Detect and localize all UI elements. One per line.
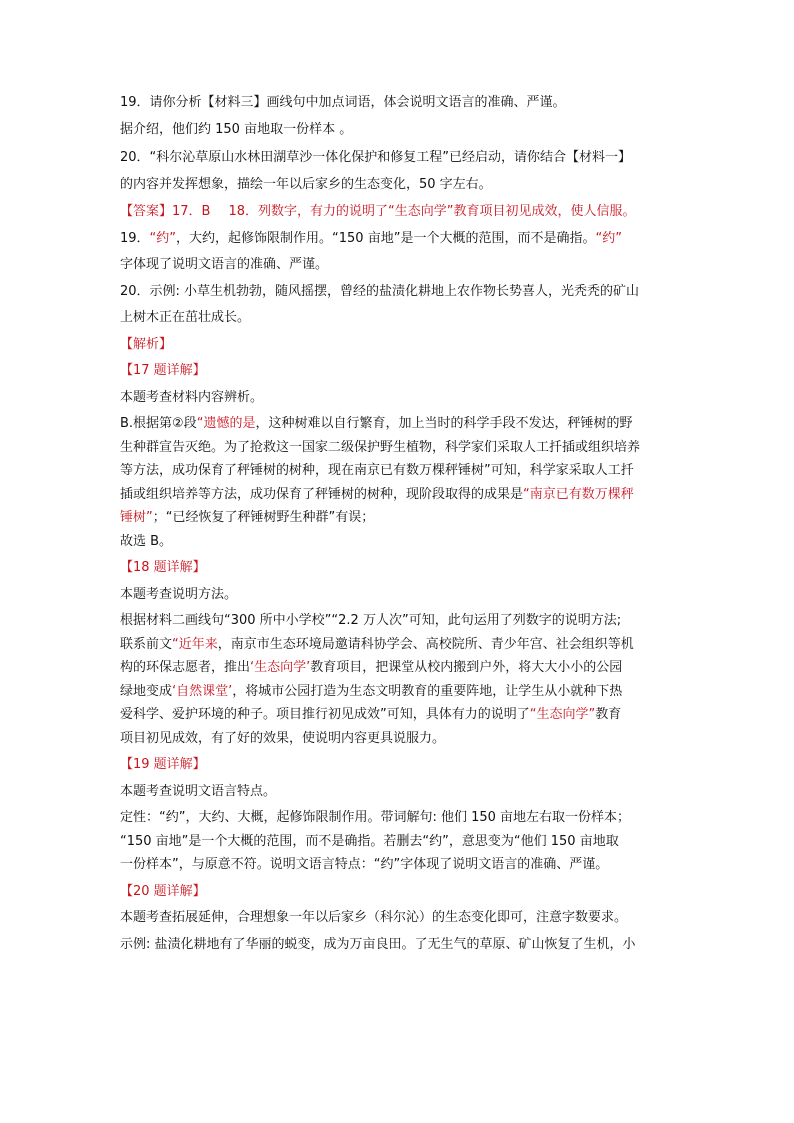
answer-19-number: 19．	[120, 230, 150, 246]
q18-line-4-quote: ‘自然课堂’	[172, 683, 233, 699]
q17-line-5	[120, 506, 680, 530]
q18-line-2-rest: ，南京市生态环境局邀请科协学会、高校院所、青少年宫、社会组织等机	[217, 636, 634, 652]
q17-line-3: 等方法，成功保育了秤锤树的树种，现在南京已有数万棵秤锤树”可知，科学家采取人工扦	[120, 463, 634, 478]
q17-line-1-rest: ，这种树难以自行繁育，加上当时的科学手段不发达，秤锤树的野	[255, 416, 633, 431]
document-body	[120, 91, 680, 956]
q19-topic: 本题考查说明文语言特点。	[120, 783, 277, 799]
question-20-line-1: 20．“科尔沁草原山水林田湖草沙一体化保护和修复工程”已经启动，请你结合【材料一】	[120, 150, 632, 165]
q18-line-4	[120, 680, 680, 704]
q18-line-5-quote: “生态向学”	[529, 707, 596, 722]
q20-line-1: 示例: 盐渍化耕地有了华丽的蜕变，成为万亩良田。了无生气的草原、矿山恢复了生机，小	[120, 936, 636, 952]
q19-line-1: 定性：“约”，大约、大概，起修饰限制作用。带词解句: 他们 150 亩地左右取一份样本；	[120, 810, 631, 825]
question-19-line-2: 据介绍，他们约 150 亩地取一份样本 。	[120, 121, 353, 137]
q18-line-1: 根据材料二画线句“300 所中小学校”“2.2 万人次”可知，此句运用了列数字的说明方法;	[120, 613, 622, 628]
q17-line-6: 故选 B。	[120, 533, 173, 549]
answer-19-highlight: “约”	[149, 230, 177, 246]
answer-line-1	[120, 200, 680, 224]
q18-line-4-text: 绿地变成	[120, 683, 173, 699]
q19-detail-heading: 【19 题详解】	[120, 757, 206, 772]
question-19-line-1: 19．请你分析【材料三】画线句中加点词语，体会说明文语言的准确、严谨。	[120, 95, 566, 110]
answer-19-line-2: 字体现了说明文语言的准确、严谨。	[120, 257, 329, 272]
answer-20-line-1: 20．示例: 小草生机勃勃，随风摇摆，曾经的盐渍化耕地上农作物长势喜人，光秃秃的矿山	[120, 283, 640, 299]
q18-line-6: 项目初见成效，有了好的效果，使说明内容更具说服力。	[120, 730, 446, 746]
answer-19-line-1	[120, 227, 680, 251]
answer-19-highlight-2: “约”	[595, 230, 622, 246]
q18-line-3-text: 构的环保志愿者，推出	[120, 660, 251, 675]
q17-line-2: 生种群宣告灭绝。为了抢救这一国家二级保护野生植物，科学家们采取人工扦插或组织培养	[120, 439, 641, 455]
q20-topic: 本题考查拓展延伸，合理想象一年以后家乡（科尔沁）的生态变化即可，注意字数要求。	[120, 910, 628, 925]
answer-label: 【答案】	[120, 204, 173, 219]
q20-detail-heading: 【20 题详解】	[120, 883, 206, 899]
q17-line-5-text: ；“已经恢复了秤锤树野生种群”有误；	[152, 510, 375, 525]
q17-line-4	[120, 483, 680, 507]
q18-line-2	[120, 633, 680, 657]
q18-line-2-text: 联系前文	[120, 636, 173, 652]
q17-line-4-quote: “南京已有数万棵秤	[523, 486, 634, 502]
answer-18-highlight: “生态向学”	[388, 204, 454, 219]
answer-19-text: ，大约，起修饰限制作用。“150 亩地”是一个大概的范围，而不是确指。	[176, 230, 596, 246]
q17-line-4-text: 插或组织培养等方法，成功保育了秤锤树的树种，现阶段取得的成果是	[120, 486, 524, 502]
q18-line-3-rest: 教育项目，把课堂从校内搬到户外，将大大小小的公园	[310, 660, 623, 675]
q18-topic: 本题考查说明方法。	[120, 586, 238, 602]
q19-line-2: “150 亩地”是一个大概的范围，而不是确指。若删去“约”，意思变为“他们 150 亩地取	[120, 833, 619, 849]
q18-line-2-quote: “近年来	[172, 636, 218, 652]
q17-topic: 本题考查材料内容辨析。	[120, 389, 264, 405]
q18-line-4-rest: ，将城市公园打造为生态文明教育的重要阵地，让学生从小就种下热	[232, 683, 623, 699]
answer-18-text-end: 教育项目初见成效，使人信服。	[453, 204, 636, 219]
question-20-line-2: 的内容并发挥想象，描绘一年以后家乡的生态变化，50 字左右。	[120, 176, 492, 192]
q18-line-3-quote: ‘生态向学’	[250, 660, 311, 675]
q17-line-5-quote: 锤树”	[120, 510, 153, 525]
q17-line-1-quote: “遗憾的是	[196, 416, 256, 431]
answer-18-text: 18．列数字，有力的说明了	[228, 204, 389, 219]
q18-detail-heading: 【18 题详解】	[120, 560, 206, 575]
q18-line-5	[120, 703, 680, 727]
q17-line-1	[120, 412, 680, 436]
q17-detail-heading: 【17 题详解】	[120, 363, 206, 378]
q18-line-5-text: 爱科学、爱护环境的种子。项目推行初见成效”可知，具体有力的说明了	[120, 707, 530, 722]
q17-line-1-text: B.根据第②段	[120, 416, 197, 431]
q18-line-5-rest: 教育	[595, 707, 622, 722]
answer-20-line-2: 上树木正在茁壮成长。	[120, 310, 251, 325]
analysis-label: 【解析】	[120, 336, 173, 352]
q19-line-3: 一份样本”，与原意不符。说明文语言特点：“约”字体现了说明文语言的准确、严谨。	[120, 857, 609, 872]
q18-line-3	[120, 656, 680, 680]
answer-17: 17．B	[172, 204, 211, 219]
